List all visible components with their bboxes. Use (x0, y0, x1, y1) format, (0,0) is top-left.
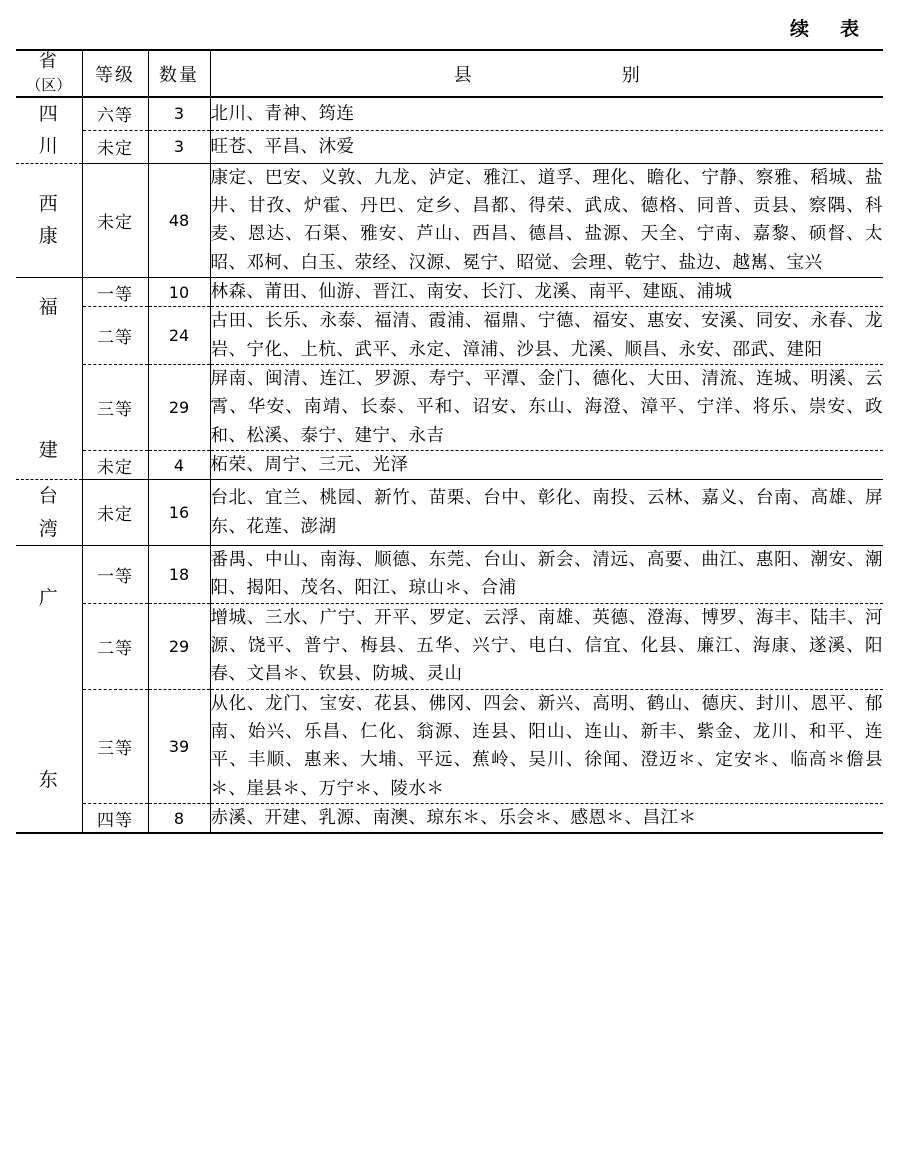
column-header-rank: 等级 (82, 50, 148, 97)
county-list-cell: 屏南、闽清、连江、罗源、寿宁、平潭、金门、德化、大田、清流、连城、明溪、云霄、华安、南靖、长泰、平和、诏安、东山、海澄、漳平、宁洋、将乐、崇安、政和、松溪、泰宁、建宁、永吉 (210, 365, 883, 451)
column-header-county-left: 县 (453, 64, 472, 86)
rank-cell: 一等 (82, 277, 148, 306)
province-cell-xikang (16, 163, 82, 277)
table-row (16, 163, 883, 277)
count-cell: 29 (148, 365, 210, 451)
table-row (16, 365, 883, 451)
rank-cell: 三等 (82, 365, 148, 451)
province-label: 福 建 (38, 296, 59, 461)
county-list-cell: 柘荣、周宁、三元、光泽 (210, 451, 883, 480)
table-row (16, 307, 883, 365)
count-cell: 3 (148, 97, 210, 130)
column-header-province (16, 50, 82, 97)
province-label: 台 湾 (38, 485, 59, 540)
county-list-cell: 北川、青神、筠连 (210, 97, 883, 130)
count-cell: 24 (148, 307, 210, 365)
county-list-cell: 赤溪、开建、乳源、南澳、琼东＊、乐会＊、感恩＊、昌江＊ (210, 808, 697, 829)
rank-cell: 二等 (82, 603, 148, 689)
province-label: 广 东 (38, 586, 59, 792)
count-cell: 4 (148, 451, 210, 480)
table-row (16, 451, 883, 480)
province-cell-fujian (16, 277, 82, 479)
county-list-cell: 康定、巴安、义敦、九龙、泸定、雅江、道孚、理化、瞻化、宁静、察雅、稻城、盐井、甘孜、炉霍、丹巴、定乡、昌都、得荣、武成、德格、同普、贡县、察隅、科麦、恩达、石渠、雅安、芦山、西昌、德昌、盐源、天全、宁南、嘉黎、硕督、太昭、邓柯、白玉、荥经、汉源、冕宁、昭觉、会理、乾宁、盐边、越嶲、宝兴 (210, 163, 883, 277)
rank-cell: 未定 (82, 451, 148, 480)
rank-cell: 一等 (82, 545, 148, 603)
table-row (16, 480, 883, 546)
table-header-row (16, 50, 883, 97)
table-row (16, 130, 883, 163)
table-row (16, 689, 883, 803)
count-cell: 18 (148, 545, 210, 603)
column-header-county-right: 别 (621, 64, 640, 86)
count-cell: 3 (148, 130, 210, 163)
province-cell-sichuan (16, 97, 82, 163)
county-rank-table (16, 49, 883, 834)
county-list-cell: 台北、宜兰、桃园、新竹、苗栗、台中、彰化、南投、云林、嘉义、台南、高雄、屏东、花莲、澎湖 (210, 480, 883, 546)
province-label: 西 康 (38, 192, 59, 248)
count-cell: 10 (148, 277, 210, 306)
column-header-province-main: 省 (38, 51, 59, 72)
rank-cell: 二等 (82, 307, 148, 365)
continued-table-label: 续 表 (789, 18, 865, 40)
rank-cell: 四等 (82, 804, 148, 834)
county-list-cell: 古田、长乐、永泰、福清、霞浦、福鼎、宁德、福安、惠安、安溪、同安、永春、龙岩、宁化、上杭、武平、永定、漳浦、沙县、尤溪、顺昌、永安、邵武、建阳 (210, 307, 883, 365)
table-row (16, 545, 883, 603)
county-list-cell: 从化、龙门、宝安、花县、佛冈、四会、新兴、高明、鹤山、德庆、封川、恩平、郁南、始兴、乐昌、仁化、翁源、连县、阳山、连山、新丰、紫金、龙川、和平、连平、丰顺、惠来、大埔、平远、蕉岭、吴川、徐闻、澄迈＊、定安＊、临高＊儋县＊、崖县＊、万宁＊、陵水＊ (210, 689, 883, 803)
column-header-county-list (210, 50, 883, 97)
table-row (16, 603, 883, 689)
column-header-count: 数量 (148, 50, 210, 97)
table-row (16, 97, 883, 130)
count-cell: 16 (148, 480, 210, 546)
rank-cell: 三等 (82, 689, 148, 803)
province-cell-guangdong (16, 545, 82, 833)
table-row (16, 804, 883, 834)
table-row (16, 277, 883, 306)
count-cell: 29 (148, 603, 210, 689)
rank-cell: 未定 (82, 163, 148, 277)
count-cell: 39 (148, 689, 210, 803)
province-label: 四 川 (38, 103, 59, 158)
count-cell: 48 (148, 163, 210, 277)
province-cell-taiwan (16, 480, 82, 546)
county-list-cell: 增城、三水、广宁、开平、罗定、云浮、南雄、英德、澄海、博罗、海丰、陆丰、河源、饶平、普宁、梅县、五华、兴宁、电白、信宜、化县、廉江、海康、遂溪、阳春、文昌＊、钦县、防城、灵山 (210, 603, 883, 689)
count-cell: 8 (148, 804, 210, 834)
county-list-cell: 旺苍、平昌、沐爱 (210, 130, 883, 163)
rank-cell: 六等 (82, 97, 148, 130)
county-list-cell: 番禺、中山、南海、顺德、东莞、台山、新会、清远、高要、曲江、惠阳、潮安、潮阳、揭阳、茂名、阳江、琼山＊、合浦 (210, 545, 883, 603)
county-list-cell: 林森、莆田、仙游、晋江、南安、长汀、龙溪、南平、建瓯、浦城 (210, 277, 883, 306)
rank-cell: 未定 (82, 130, 148, 163)
rank-cell: 未定 (82, 480, 148, 546)
column-header-province-sub: （区） (26, 75, 72, 94)
